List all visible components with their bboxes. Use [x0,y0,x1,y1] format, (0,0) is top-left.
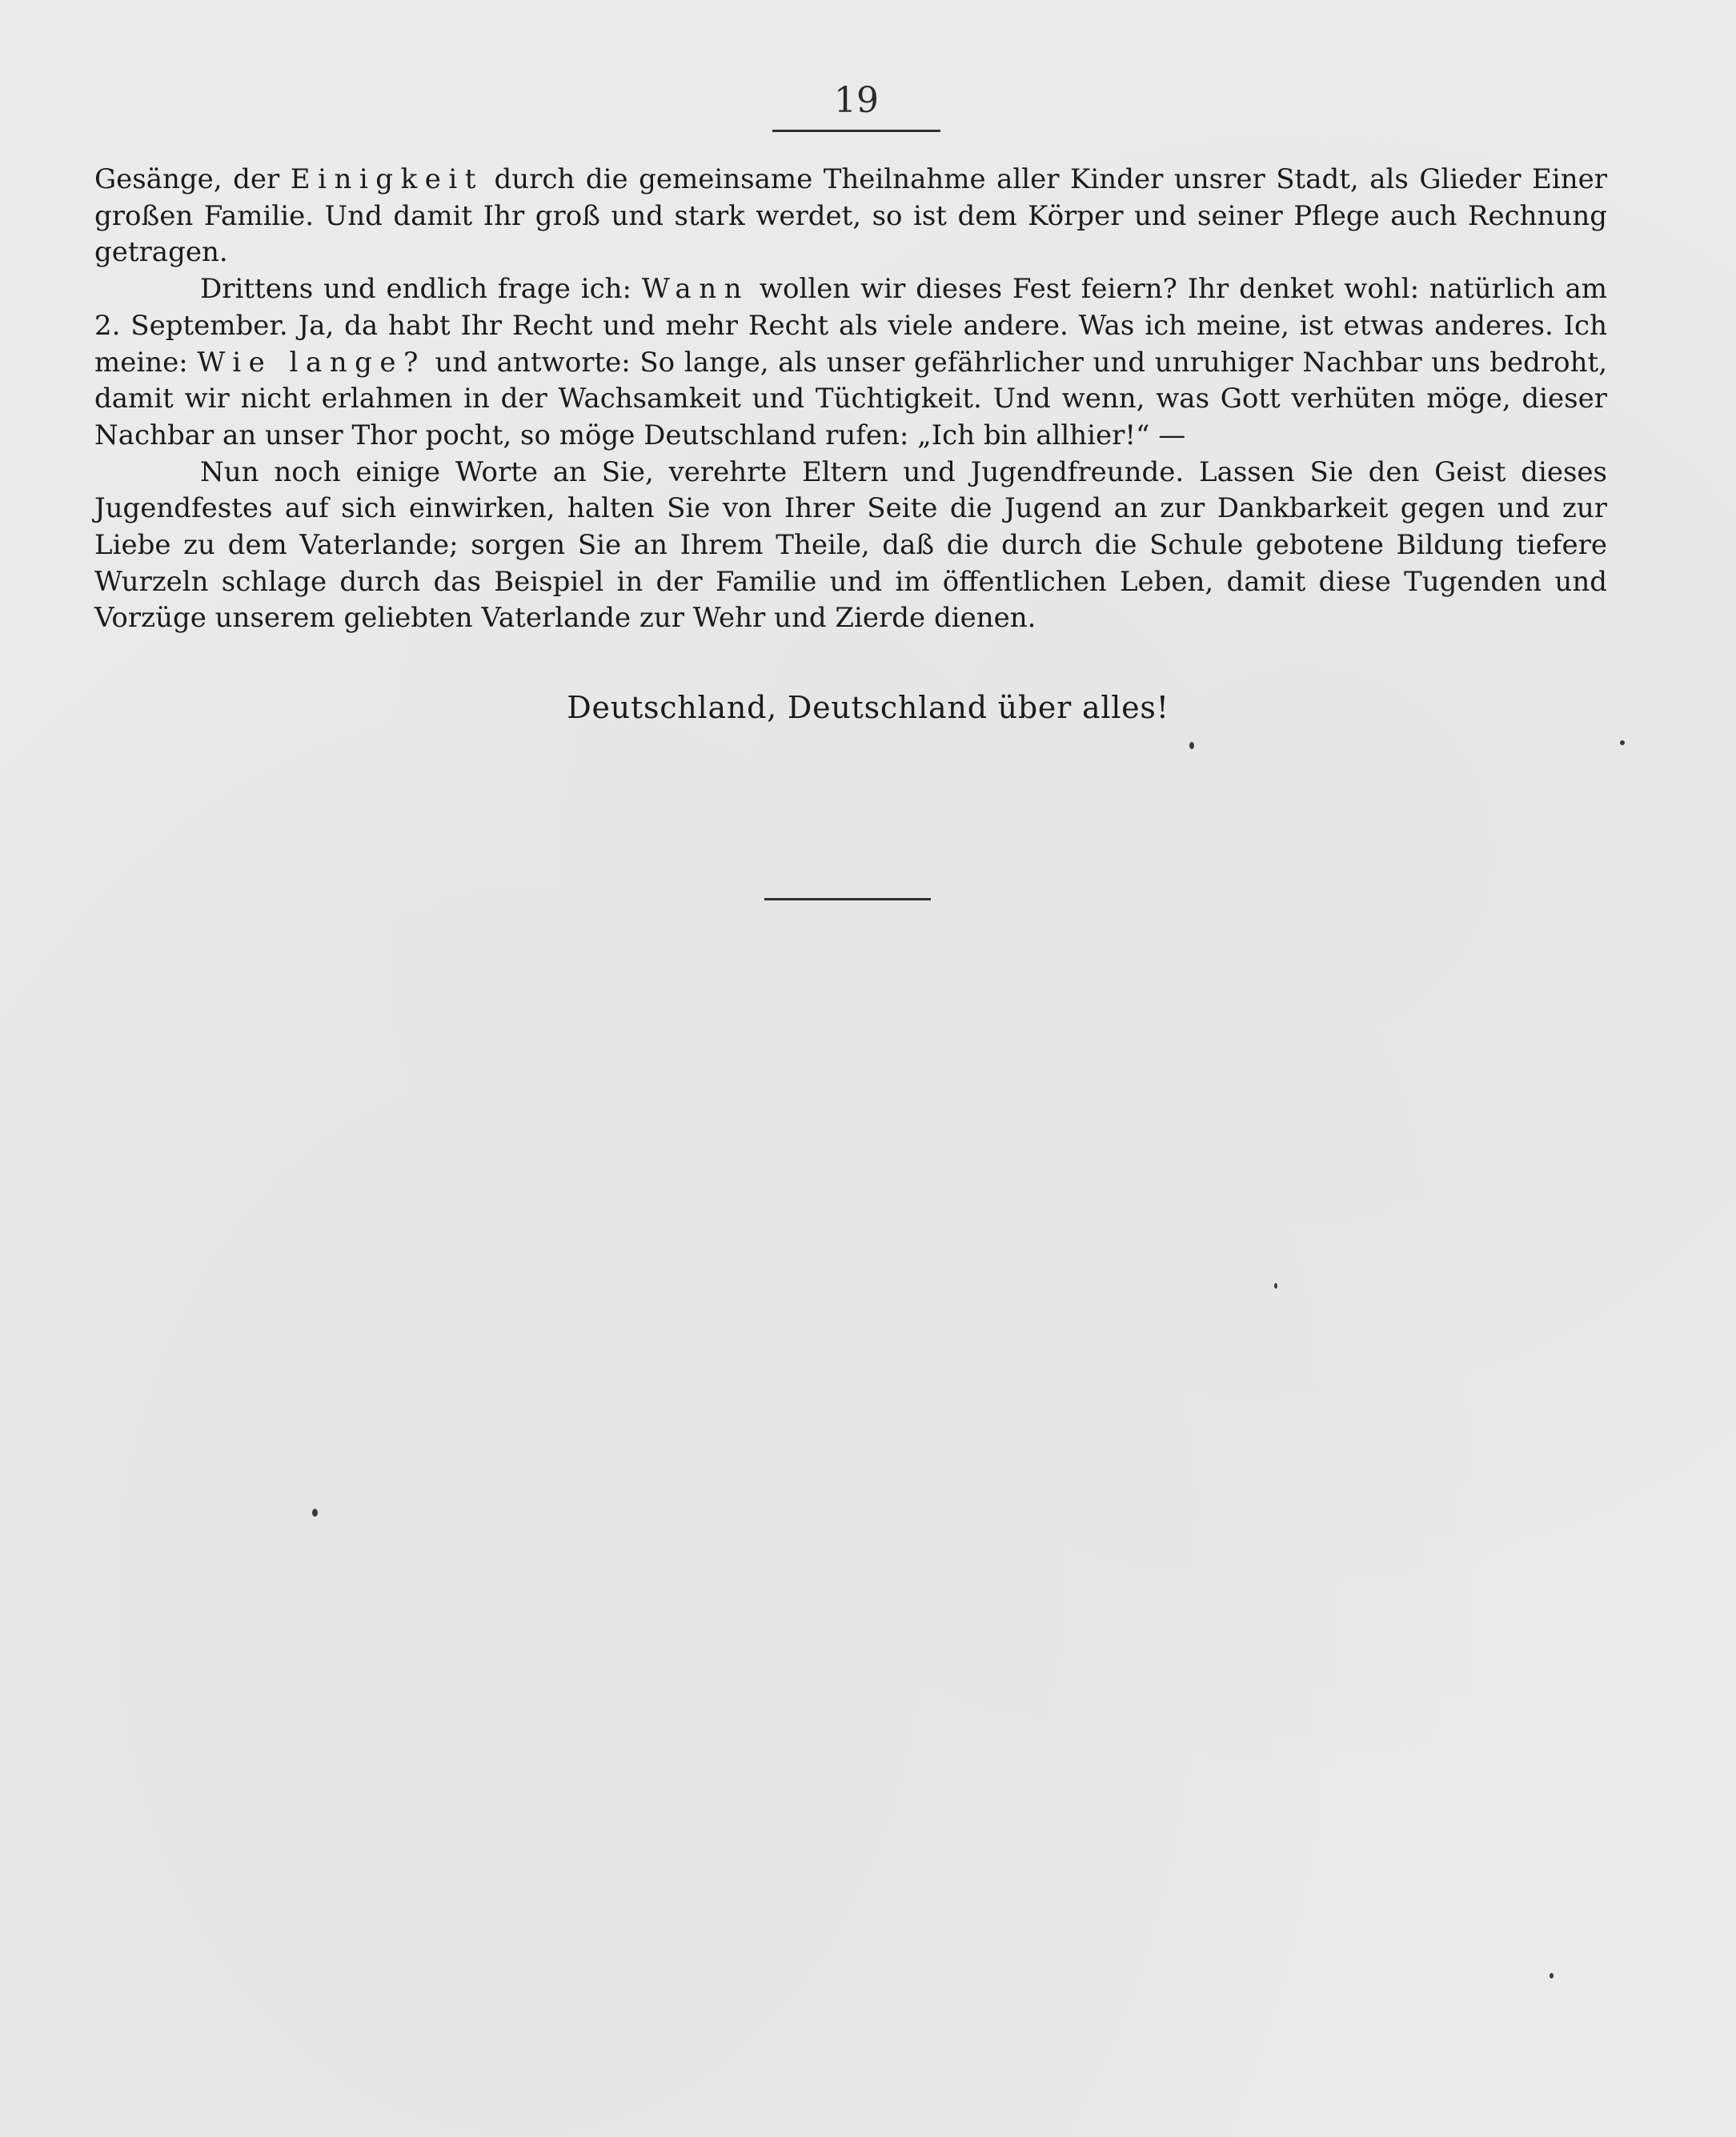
ink-speck [312,1509,318,1517]
paragraph-text: und antworte: So lange, als unser gefährlicher und unruhiger Nachbar uns bedroht, damit wir nicht erlahmen in der Wachsamkeit und Tüchtigkeit. Und wenn, was Gott verhüten möge, dieser Nachbar an unser Thor pocht, so möge Deutschland rufen: „Ich bin allhier!“ — [94,346,1607,451]
paragraph [94,455,1607,638]
ink-speck [1274,1283,1277,1289]
paragraph-text: durch die gemeinsame Theilnahme aller Kinder unsrer Stadt, als Glieder Einer großen Familie. Und damit Ihr groß und stark werdet, so ist dem Körper und seiner Pflege auch Rechnung getragen. [94,163,1607,269]
emphasis-text: Wann [641,273,750,306]
emphasis-text: Einigkeit [290,163,483,195]
paragraph [94,271,1607,455]
ink-speck [1620,740,1625,745]
body-text [94,162,1607,637]
paragraph-text: Gesänge, der [94,163,291,195]
paragraph-text: Drittens und endlich frage ich: [200,273,642,306]
emphasis-text: Wie lange? [197,346,426,379]
ink-speck [1550,1973,1554,1979]
paragraph-text: wollen wir dieses Fest feiern? Ihr denket wohl: natürlich am 2. September. Ja, da habt Ihr Recht und mehr Recht als viele andere. Was ich meine, ist etwas anderes. Ich meine: [94,273,1607,379]
paragraph-text: Nun noch einige Worte an Sie, verehrte Eltern und Jugendfreunde. Lassen Sie den Geist dieses Jugendfestes auf sich einwirken, halten Sie von Ihrer Seite die Jugend an zur Dankbarkeit gegen und zur Liebe zu dem Vaterlande; sorgen Sie an Ihrem Theile, daß die durch die Schule gebotene Bildung tiefere Wurzeln schlage durch das Beispiel in der Familie und im öffentlichen Leben, damit diese Tugenden und Vorzüge unserem geliebten Vaterlande zur Wehr und Zierde dienen. [94,455,1607,635]
header-rule [772,130,940,132]
page-number: 19 [834,80,879,121]
end-rule [764,898,931,900]
paragraph [94,162,1607,271]
closing-line: Deutschland, Deutschland über alles! [567,690,1169,725]
ink-speck [1189,742,1194,749]
